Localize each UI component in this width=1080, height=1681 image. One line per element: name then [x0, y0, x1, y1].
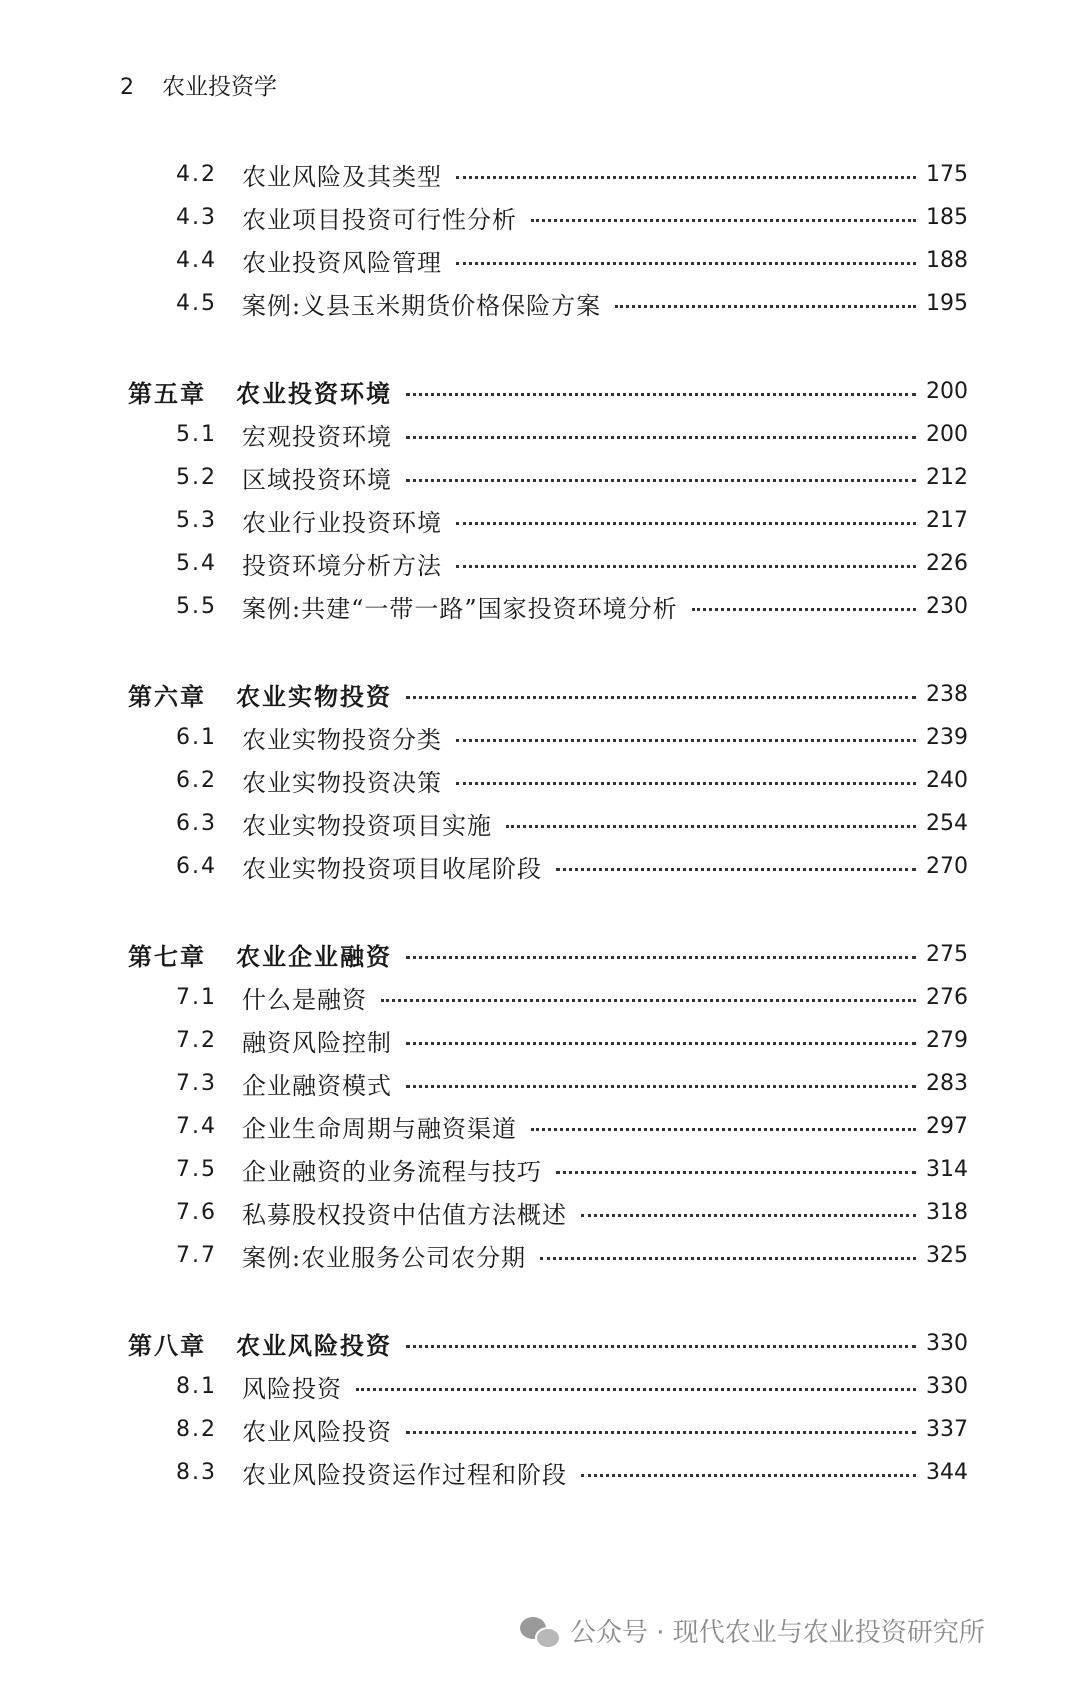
dot-leader — [581, 1474, 916, 1477]
dot-leader — [556, 1171, 916, 1174]
toc-entry-page: 330 — [926, 1373, 968, 1399]
toc-section-row — [0, 152, 1080, 196]
dot-leader — [406, 696, 916, 699]
toc-entry-title: 农业投资环境 — [236, 379, 392, 408]
toc-entry-title: 农业实物投资 — [236, 682, 392, 711]
toc-entry-page: 240 — [926, 767, 968, 793]
toc-entry-page: 226 — [926, 550, 968, 576]
toc-entry-page: 185 — [926, 204, 968, 230]
toc-entry-number: 4.5 — [176, 290, 217, 316]
toc-entry-title: 宏观投资环境 — [242, 422, 392, 451]
toc-section-row — [0, 455, 1080, 499]
page-header — [120, 68, 277, 101]
dot-leader — [406, 1431, 916, 1434]
toc-entry-page: 283 — [926, 1070, 968, 1096]
toc-entry-title: 私募股权投资中估值方法概述 — [242, 1200, 567, 1229]
toc-entry-title: 农业风险投资运作过程和阶段 — [242, 1460, 567, 1489]
toc-entry-page: 239 — [926, 724, 968, 750]
toc-chapter-row — [0, 1321, 1080, 1365]
toc-entry-title: 农业企业融资 — [236, 942, 392, 971]
dot-leader — [456, 782, 916, 785]
toc-section-row — [0, 281, 1080, 325]
dot-leader — [692, 608, 916, 611]
toc-entry-page: 330 — [926, 1330, 968, 1356]
toc-entry-number: 7.7 — [176, 1242, 217, 1268]
dot-leader — [456, 262, 916, 265]
dot-leader — [406, 1085, 916, 1088]
toc-entry-title: 案例:农业服务公司农分期 — [242, 1243, 527, 1272]
toc-section-row — [0, 801, 1080, 845]
toc-entry-number: 5.5 — [176, 593, 217, 619]
toc-chapter-row — [0, 932, 1080, 976]
toc-entry-title: 风险投资 — [242, 1374, 342, 1403]
toc-section-row — [0, 195, 1080, 239]
toc-section-row — [0, 758, 1080, 802]
dot-leader — [406, 956, 916, 959]
toc-entry-page: 200 — [926, 378, 968, 404]
toc-entry-number: 4.4 — [176, 247, 217, 273]
toc-entry-page: 297 — [926, 1113, 968, 1139]
toc-section-row — [0, 498, 1080, 542]
toc-section-row — [0, 1061, 1080, 1105]
dot-leader — [540, 1257, 916, 1260]
dot-leader — [456, 739, 916, 742]
toc-section-row — [0, 1104, 1080, 1148]
toc-entry-number: 7.6 — [176, 1199, 217, 1225]
toc-entry-number: 8.1 — [176, 1373, 217, 1399]
toc-entry-page: 212 — [926, 464, 968, 490]
toc-entry-page: 279 — [926, 1027, 968, 1053]
dot-leader — [556, 868, 916, 871]
toc-entry-number: 4.3 — [176, 204, 217, 230]
dot-leader — [406, 1345, 916, 1348]
dot-leader — [531, 219, 916, 222]
dot-leader — [456, 176, 916, 179]
toc-entry-page: 217 — [926, 507, 968, 533]
toc-section-row — [0, 238, 1080, 282]
toc-entry-number: 8.2 — [176, 1416, 217, 1442]
dot-leader — [506, 825, 916, 828]
toc-entry-title: 农业实物投资决策 — [242, 768, 442, 797]
toc-entry-number: 7.2 — [176, 1027, 217, 1053]
toc-entry-title: 企业融资模式 — [242, 1071, 392, 1100]
dot-leader — [381, 999, 916, 1002]
toc-entry-page: 275 — [926, 941, 968, 967]
toc-entry-number: 7.3 — [176, 1070, 217, 1096]
toc-entry-number: 6.4 — [176, 853, 217, 879]
toc-entry-title: 企业融资的业务流程与技巧 — [242, 1157, 542, 1186]
toc-entry-title: 什么是融资 — [242, 985, 367, 1014]
toc-entry-title: 农业投资风险管理 — [242, 248, 442, 277]
toc-section-row — [0, 412, 1080, 456]
toc-section-row — [0, 844, 1080, 888]
toc-section-row — [0, 715, 1080, 759]
toc-entry-page: 325 — [926, 1242, 968, 1268]
dot-leader — [531, 1128, 916, 1131]
toc-entry-title: 农业风险投资 — [236, 1331, 392, 1360]
toc-section-row — [0, 975, 1080, 1019]
toc-entry-page: 314 — [926, 1156, 968, 1182]
toc-section-row — [0, 1018, 1080, 1062]
toc-entry-page: 254 — [926, 810, 968, 836]
toc-entry-title: 案例:共建“一带一路”国家投资环境分析 — [242, 594, 678, 623]
toc-section-row — [0, 584, 1080, 628]
page-number: 2 — [120, 75, 134, 100]
toc-entry-title: 农业实物投资项目收尾阶段 — [242, 854, 542, 883]
toc-section-row — [0, 1450, 1080, 1494]
toc-entry-page: 344 — [926, 1459, 968, 1485]
toc-entry-number: 4.2 — [176, 161, 217, 187]
toc-entry-title: 农业实物投资项目实施 — [242, 811, 492, 840]
dot-leader — [406, 1042, 916, 1045]
toc-entry-page: 195 — [926, 290, 968, 316]
toc-entry-number: 5.4 — [176, 550, 217, 576]
toc-entry-number: 7.1 — [176, 984, 217, 1010]
dot-leader — [356, 1388, 916, 1391]
toc-section-row — [0, 1147, 1080, 1191]
toc-entry-title: 农业风险投资 — [242, 1417, 392, 1446]
toc-entry-title: 案例:义县玉米期货价格保险方案 — [242, 291, 602, 320]
toc-section-row — [0, 1364, 1080, 1408]
toc-entry-page: 337 — [926, 1416, 968, 1442]
toc-entry-number: 8.3 — [176, 1459, 217, 1485]
toc-entry-title: 投资环境分析方法 — [242, 551, 442, 580]
toc-entry-title: 农业实物投资分类 — [242, 725, 442, 754]
toc-entry-number: 5.3 — [176, 507, 217, 533]
toc-entry-page: 230 — [926, 593, 968, 619]
toc-entry-title: 融资风险控制 — [242, 1028, 392, 1057]
toc-entry-number: 第八章 — [128, 1331, 206, 1360]
toc-entry-number: 6.3 — [176, 810, 217, 836]
toc-entry-title: 区域投资环境 — [242, 465, 392, 494]
toc-entry-number: 第六章 — [128, 682, 206, 711]
toc-entry-number: 6.1 — [176, 724, 217, 750]
toc-entry-page: 175 — [926, 161, 968, 187]
toc-entry-title: 农业行业投资环境 — [242, 508, 442, 537]
dot-leader — [456, 522, 916, 525]
toc-entry-page: 318 — [926, 1199, 968, 1225]
toc-entry-page: 270 — [926, 853, 968, 879]
toc-entry-page: 188 — [926, 247, 968, 273]
dot-leader — [581, 1214, 916, 1217]
toc-entry-page: 238 — [926, 681, 968, 707]
book-title: 农业投资学 — [162, 74, 277, 100]
toc-entry-number: 6.2 — [176, 767, 217, 793]
footer-text: 公众号 · 现代农业与农业投资研究所 — [570, 1618, 985, 1648]
toc-entry-number: 5.1 — [176, 421, 217, 447]
toc-section-row — [0, 541, 1080, 585]
dot-leader — [406, 479, 916, 482]
dot-leader — [406, 393, 916, 396]
toc-entry-number: 7.4 — [176, 1113, 217, 1139]
toc-chapter-row — [0, 369, 1080, 413]
toc-section-row — [0, 1233, 1080, 1277]
toc-section-row — [0, 1407, 1080, 1451]
dot-leader — [615, 305, 916, 308]
toc-entry-number: 5.2 — [176, 464, 217, 490]
toc-entry-number: 第七章 — [128, 942, 206, 971]
dot-leader — [406, 436, 916, 439]
toc-section-row — [0, 1190, 1080, 1234]
toc-entry-number: 第五章 — [128, 379, 206, 408]
toc-entry-title: 企业生命周期与融资渠道 — [242, 1114, 517, 1143]
watermark-footer — [520, 1612, 985, 1649]
dot-leader — [456, 565, 916, 568]
toc-entry-number: 7.5 — [176, 1156, 217, 1182]
wechat-icon — [520, 1615, 560, 1647]
toc-entry-page: 200 — [926, 421, 968, 447]
toc-entry-title: 农业风险及其类型 — [242, 162, 442, 191]
toc-entry-page: 276 — [926, 984, 968, 1010]
toc-chapter-row — [0, 672, 1080, 716]
toc-entry-title: 农业项目投资可行性分析 — [242, 205, 517, 234]
